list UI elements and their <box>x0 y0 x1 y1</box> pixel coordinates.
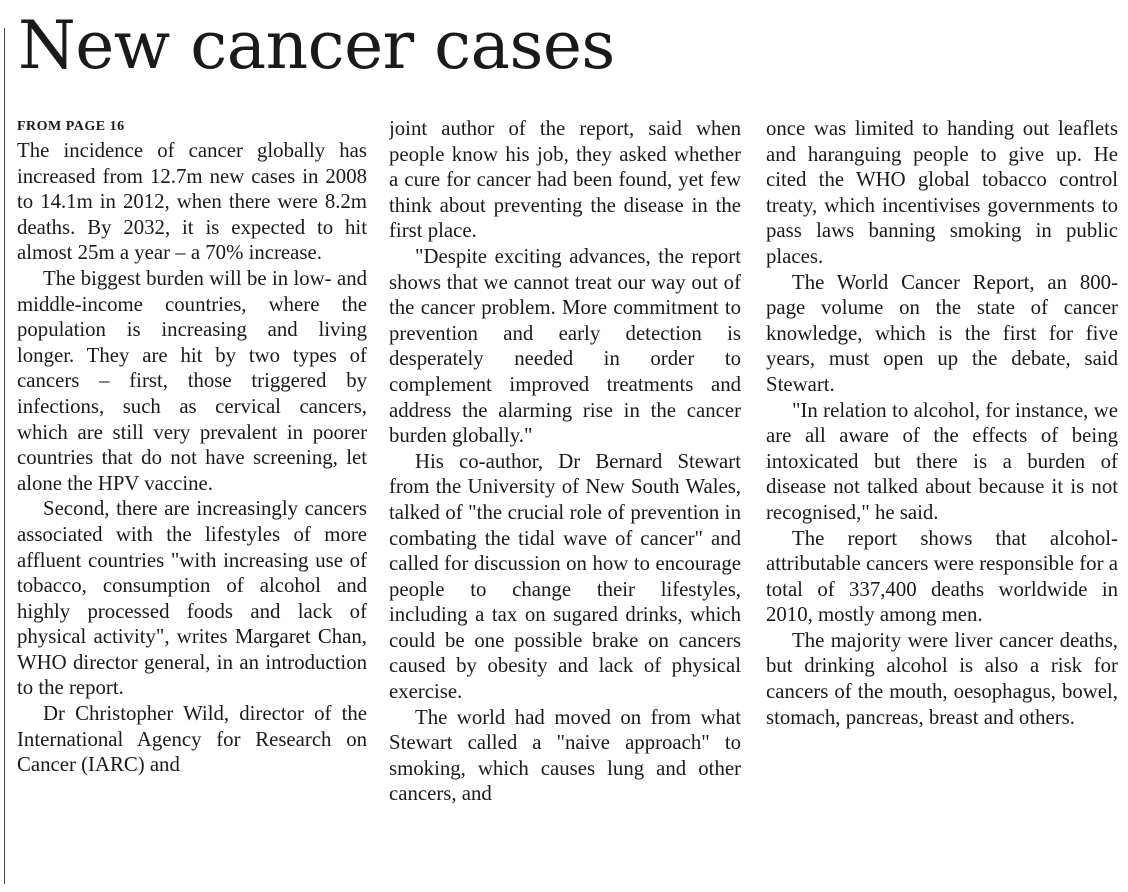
column-rule <box>4 28 5 884</box>
paragraph: Second, there are increasingly cancers associated with the lifestyles of more affluent countries "with increasing use of tobacco, consumption of alcohol and highly processed foods and lack of physical activity", writes Margaret Chan, WHO director general, in an introduction to the report. <box>17 497 367 700</box>
paragraph: once was limited to handing out leaflets and haranguing people to give up. He cited the WHO global tobacco control treaty, which incentivises governments to pass laws banning smoking in public places. <box>766 117 1118 268</box>
headline: New cancer cases <box>18 7 615 84</box>
paragraph: The World Cancer Report, an 800-page volume on the state of cancer knowledge, which is the first for five years, must open up the debate, said Stewart. <box>766 270 1118 396</box>
from-page-label: FROM PAGE 16 <box>17 119 125 134</box>
paragraph: joint author of the report, said when people know his job, they asked whether a cure for cancer had been found, yet few think about preventing the disease in the first place. <box>389 117 741 243</box>
paragraph: The report shows that alcohol-attributable cancers were responsible for a total of 337,400 deaths worldwide in 2010, mostly among men. <box>766 526 1118 627</box>
paragraph: The world had moved on from what Stewart called a "naive approach" to smoking, which causes lung and other cancers, and <box>389 705 741 806</box>
article-column-2 <box>389 116 741 886</box>
article-column-3 <box>766 116 1118 886</box>
paragraph: The majority were liver cancer deaths, but drinking alcohol is also a risk for cancers of the mouth, oesophagus, bowel, stomach, pancreas, breast and others. <box>766 628 1118 729</box>
paragraph: The incidence of cancer globally has increased from 12.7m new cases in 2008 to 14.1m in 2012, when there were 8.2m deaths. By 2032, it is expected to hit almost 25m a year – a 70% increase. <box>17 139 367 265</box>
paragraph: The biggest burden will be in low- and middle-income countries, where the population is increasing and living longer. They are hit by two types of cancers – first, those triggered by infections, such as cervical cancers, which are still very prevalent in poorer countries that do not have screening, let alone the HPV vaccine. <box>17 266 367 495</box>
article-column-1 <box>17 116 367 886</box>
paragraph: "Despite exciting advances, the report shows that we cannot treat our way out of the cancer problem. More commitment to prevention and early detection is desperately needed in order to complement improved treatments and address the alarming rise in the cancer burden globally." <box>389 244 741 448</box>
paragraph: His co-author, Dr Bernard Stewart from the University of New South Wales, talked of "the crucial role of prevention in combating the tidal wave of cancer" and called for discussion on how to encourage people to change their lifestyles, including a tax on sugared drinks, which could be one possible brake on cancers caused by obesity and lack of physical exercise. <box>389 449 741 704</box>
paragraph: Dr Christopher Wild, director of the International Agency for Research on Cancer (IARC) and <box>17 702 367 777</box>
paragraph: "In relation to alcohol, for instance, we are all aware of the effects of being intoxicated but there is a burden of disease not talked about because it is not recognised," he said. <box>766 398 1118 524</box>
